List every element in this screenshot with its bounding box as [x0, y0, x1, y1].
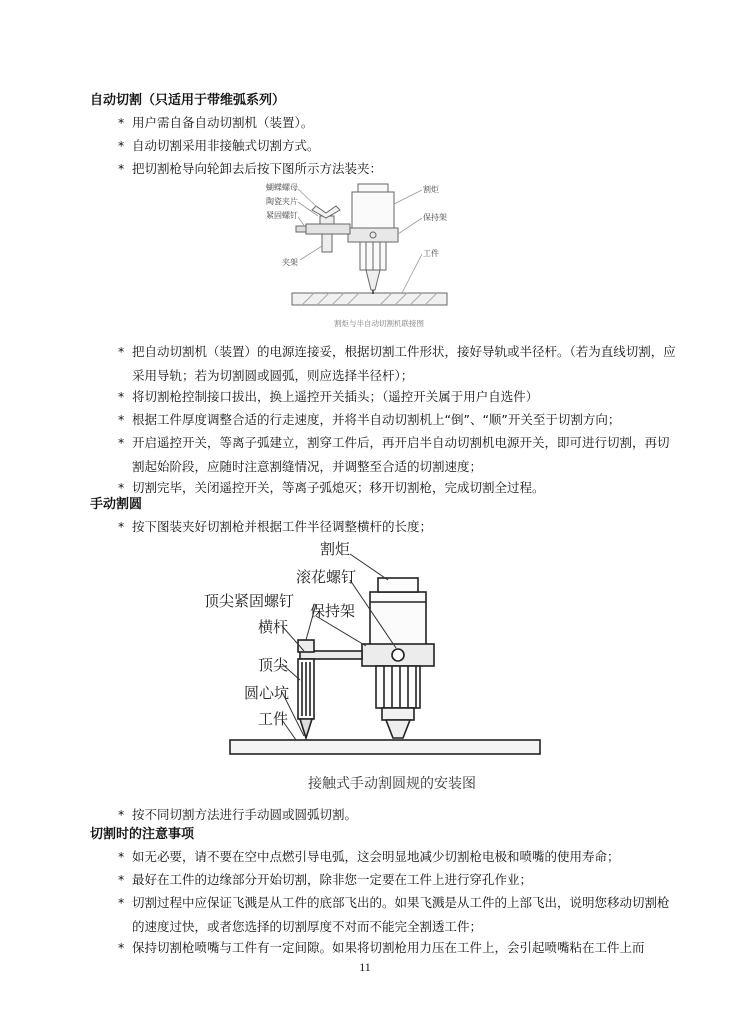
list-item: [118, 936, 678, 960]
workpiece-plate: [230, 740, 540, 754]
list-item-text: 自动切割采用非接触式切割方式。: [132, 138, 320, 153]
list-item-text: 根据工件厚度调整合适的行走速度，并将半自动切割机上“倒”、“顺”开关至于切割方向；: [132, 412, 621, 427]
tight-screw: [296, 226, 306, 232]
label-workpiece: 工件: [423, 249, 439, 258]
list-item: [118, 891, 678, 938]
label-knurled-screw: 滚花螺钉: [296, 568, 357, 586]
bullet-star: *: [118, 895, 125, 910]
torch-nozzle: [366, 270, 380, 290]
knurled-screw: [392, 649, 404, 661]
bullet-star: *: [118, 435, 125, 450]
label-holder: 保持架: [310, 602, 356, 620]
workpiece-plate: [292, 293, 447, 305]
list-item-text: 把自动切割机（装置）的电源连接妥，根据切割工件形状，接好导轨或半径杆。（若为直线切割，应采用导轨；若为切割圆或圆弧，则应选择半径杆）；: [132, 344, 676, 383]
list-item: [118, 476, 678, 500]
list-item: [118, 845, 678, 869]
list-item-text: 把切割枪导向轮卸去后按下图所示方法装夹：: [132, 161, 383, 176]
label-torch: 割炬: [423, 185, 439, 194]
holder: [348, 228, 398, 242]
torch-lower: [376, 666, 420, 708]
list-item-text: 按下图装夹好切割枪并根据工件半径调整横杆的长度；: [132, 519, 433, 534]
label-workpiece: 工件: [258, 710, 289, 728]
bullet-star: *: [118, 412, 125, 427]
list-item-text: 切割过程中应保证飞溅是从工件的底部飞出的。如果飞溅是从工件的上部飞出，说明您移动切割枪的速度过快，或者您选择的切割厚度不对而不能完全割透工件；: [132, 895, 670, 934]
figure2-caption: 接触式手动割圆规的安装图: [308, 776, 476, 792]
list-item-text: 保持切割枪喷嘴与工件有一定间隙。如果将切割枪用力压在工件上，会引起喷嘴粘在工件上而: [132, 940, 645, 955]
list-item-text: 最好在工件的边缘部分开始切割，除非您一定要在工件上进行穿孔作业；: [132, 872, 533, 887]
list-item-text: 切割完毕，关闭遥控开关，等离子弧熄灭；移开切割枪，完成切割全过程。: [132, 480, 545, 495]
list-item-text: 如无必要，请不要在空中点燃引导电弧，这会明显地减少切割枪电极和喷嘴的使用寿命；: [132, 849, 620, 864]
butterfly-nut: [312, 206, 340, 218]
section-heading-manual-circle: 手动割圆: [90, 497, 143, 512]
list-item-text: 开启遥控开关，等离子弧建立，割穿工件后，再开启半自动切割机电源开关，即可进行切割，再切割起始阶段，应随时注意割缝情况，并调整至合适的切割速度；: [132, 435, 670, 474]
list-item-text: 用户需自备自动切割机（装置）。: [132, 115, 314, 130]
list-item: [118, 385, 678, 409]
label-tip-screw: 顶尖紧固螺钉: [204, 592, 295, 610]
figure-manual-circle-compass-diagram: [200, 540, 550, 798]
tip-screw: [298, 640, 314, 652]
bullet-star: *: [118, 161, 125, 176]
page-number: 11: [359, 960, 371, 974]
torch-cap: [358, 184, 388, 192]
label-tip: 顶尖: [258, 656, 289, 674]
torch-cap: [378, 578, 418, 592]
list-item: [118, 340, 678, 387]
bullet-star: *: [118, 138, 125, 153]
label-crossbar: 横杆: [258, 618, 289, 636]
list-item: [118, 134, 678, 158]
bullet-star: *: [118, 344, 125, 359]
label-ceramic-clip: 陶瓷夹片: [266, 197, 298, 206]
clamp-arm: [306, 224, 350, 234]
label-center-hole: 圆心坑: [244, 684, 290, 702]
list-item-text: 将切割枪控制接口拔出，换上遥控开关插头；（遥控开关属于用户自选件）: [132, 389, 539, 404]
bullet-star: *: [118, 807, 125, 822]
label-tight-screw: 紧固螺钉: [266, 211, 298, 220]
bullet-star: *: [118, 940, 125, 955]
list-item: [118, 408, 678, 432]
list-item: [118, 868, 678, 892]
label-clamp: 夹架: [282, 258, 298, 267]
figure1-caption: 割炬与半自动切割机联接图: [334, 319, 424, 328]
list-item-text: 按不同切割方法进行手动圆或圆弧切割。: [132, 807, 358, 822]
list-item: [118, 111, 678, 135]
torch-nozzle: [386, 720, 410, 738]
torch-body: [352, 192, 394, 228]
bullet-star: *: [118, 115, 125, 130]
bullet-star: *: [118, 480, 125, 495]
bullet-star: *: [118, 849, 125, 864]
bullet-star: *: [118, 389, 125, 404]
label-holder: 保持架: [423, 213, 447, 222]
list-item: [118, 803, 678, 827]
section-heading-cutting-notes: 切割时的注意事项: [90, 827, 195, 842]
list-item: [118, 515, 678, 539]
figure-torch-auto-mount-diagram: [262, 180, 452, 335]
bullet-star: *: [118, 872, 125, 887]
bullet-star: *: [118, 519, 125, 534]
clamp-post: [322, 234, 332, 252]
list-item: [118, 431, 678, 478]
section-heading-auto-cutting: 自动切割（只适用于带维弧系列）: [90, 93, 286, 108]
tip-point: [300, 719, 312, 738]
list-item: [118, 157, 678, 181]
label-butterfly-nut: 蝴蝶螺母: [266, 183, 298, 192]
label-torch: 割炬: [320, 540, 351, 558]
